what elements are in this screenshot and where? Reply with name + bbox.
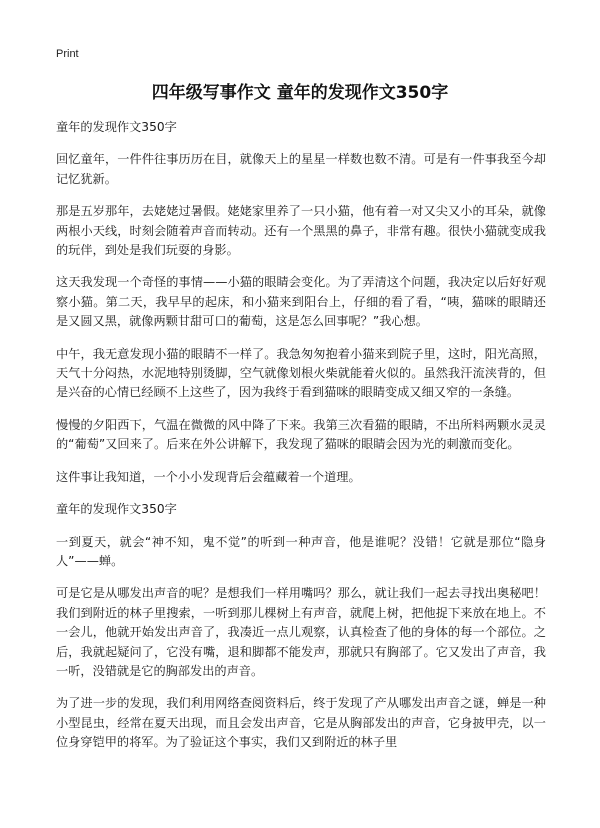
section-subtitle: 童年的发现作文350字	[56, 120, 177, 134]
paragraph: 慢慢的夕阳西下，气温在微微的风中降了下来。我第三次看猫的眼睛，不出所料两颗水灵灵的“葡萄”又回来了。后来在外公讲解下，我发现了猫咪的眼睛会因为光的刺激而变化。	[56, 417, 546, 452]
paragraph: 这天我发现一个奇怪的事情——小猫的眼睛会变化。为了弄清这个问题，我决定以后好好观察小猫。第二天，我早早的起床，和小猫来到阳台上，仔细的看了看，“咦，猫咪的眼睛还是又圆又黑，就像两颗甘甜可口的葡萄，这是怎么回事呢？”我心想。	[56, 275, 546, 329]
paragraph: 这件事让我知道，一个小小发现背后会蕴藏着一个道理。	[56, 469, 361, 484]
paragraph: 回忆童年，一件件往事历历在目，就像天上的星星一样数也数不清。可是有一件事我至今却记忆犹新。	[56, 152, 546, 186]
paragraph: 那是五岁那年，去姥姥过暑假。姥姥家里养了一只小猫，他有着一对又尖又小的耳朵，就像两根小天线，时刻会随着声音而转动。还有一个黑黑的鼻子，非常有趣。很快小猫就变成我的玩伴，到处是我们玩耍的身影。	[56, 204, 546, 258]
paragraph: 一到夏天，就会“神不知，鬼不觉”的听到一种声音，他是谁呢？没错！它就是那位“隐身人”——蝉。	[56, 534, 546, 568]
page-title: 四年级写事作文 童年的发现作文350字	[151, 83, 449, 103]
paragraph: 中午，我无意发现小猫的眼睛不一样了。我急匆匆抱着小猫来到院子里，这时，阳光高照，天气十分闷热，水泥地特别烫脚，空气就像划根火柴就能着火似的。虽然我汗流浃背的，但是兴奋的心情已经顾不上这些了，因为我终于看到猫咪的眼睛变成又细又窄的一条缝。	[56, 346, 546, 400]
paragraph: 可是它是从哪发出声音的呢？是想我们一样用嘴吗？那么，就让我们一起去寻找出奥秘吧！我们到附近的林子里搜索，一听到那儿棵树上有声音，就爬上树，把他捉下来放在地上。不一会儿，他就开始发出声音了，我凑近一点儿观察，认真检查了他的身体的每一个部位。之后，我就起疑问了，它没有嘴，退和脚都不能发声，那就只有胸部了。它又发出了声音，我一听，没错就是它的胸部发出的声音。	[56, 586, 546, 678]
paragraph: 为了进一步的发现，我们利用网络查阅资料后，终于发现了产从哪发出声音之谜，蝉是一种小型昆虫，经常在夏天出现，而且会发出声音，它是从胸部发出的声音，它身披甲壳，以一位身穿铠甲的将军。为了验证这个事实，我们又到附近的林子里	[56, 696, 546, 750]
article-body	[56, 118, 546, 766]
print-link[interactable]: Print	[56, 48, 79, 60]
section-subtitle: 童年的发现作文350字	[56, 502, 177, 517]
